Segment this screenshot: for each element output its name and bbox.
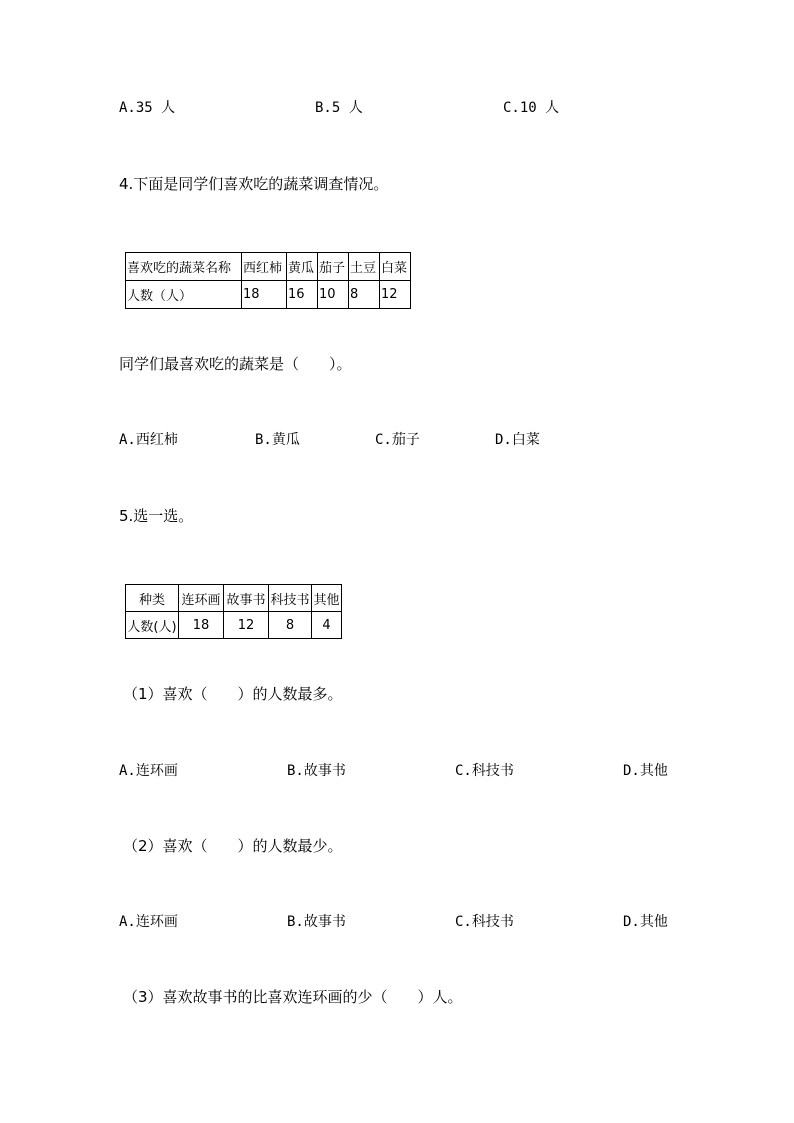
table-cell: 8 bbox=[349, 281, 380, 309]
q4-option-d[interactable]: D.白菜 bbox=[495, 432, 540, 448]
q5-sub1-option-c[interactable]: C.科技书 bbox=[455, 763, 514, 779]
q5-sub1-option-a[interactable]: A.连环画 bbox=[119, 763, 178, 779]
table-cell: 连环画 bbox=[179, 585, 224, 612]
q5-sub1-option-b[interactable]: B.故事书 bbox=[287, 763, 346, 779]
table-cell: 茄子 bbox=[318, 253, 349, 281]
table-cell: 故事书 bbox=[224, 585, 269, 612]
table-row bbox=[126, 253, 411, 281]
q3-option-a[interactable]: A.35 人 bbox=[119, 100, 176, 116]
q5-sub2-question: （2）喜欢（ ）的人数最少。 bbox=[123, 837, 343, 855]
table-cell: 10 bbox=[318, 281, 349, 309]
q3-option-c[interactable]: C.10 人 bbox=[503, 100, 560, 116]
q4-title: 4.下面是同学们喜欢吃的蔬菜调查情况。 bbox=[119, 175, 389, 193]
q5-sub3-question: （3）喜欢故事书的比喜欢连环画的少（ ）人。 bbox=[123, 988, 463, 1006]
table-row bbox=[126, 612, 342, 639]
table-cell: 西红柿 bbox=[242, 253, 287, 281]
table-cell: 12 bbox=[380, 281, 411, 309]
table-row bbox=[126, 281, 411, 309]
q5-sub1-question: （1）喜欢（ ）的人数最多。 bbox=[123, 685, 343, 703]
q5-title: 5.选一选。 bbox=[119, 507, 194, 525]
q5-sub2-option-c[interactable]: C.科技书 bbox=[455, 914, 514, 930]
table-row bbox=[126, 585, 342, 612]
table-cell: 12 bbox=[224, 612, 269, 639]
table-cell: 16 bbox=[287, 281, 318, 309]
table-cell: 18 bbox=[242, 281, 287, 309]
q3-option-b[interactable]: B.5 人 bbox=[315, 100, 363, 116]
table-cell: 白菜 bbox=[380, 253, 411, 281]
table-cell: 种类 bbox=[126, 585, 179, 612]
q5-sub2-option-a[interactable]: A.连环画 bbox=[119, 914, 178, 930]
table-cell: 人数(人) bbox=[126, 612, 179, 639]
table-cell: 喜欢吃的蔬菜名称 bbox=[126, 253, 242, 281]
table-cell: 人数（人） bbox=[126, 281, 242, 309]
table-cell: 8 bbox=[269, 612, 312, 639]
q5-sub2-option-d[interactable]: D.其他 bbox=[623, 914, 668, 930]
q4-option-b[interactable]: B.黄瓜 bbox=[255, 432, 300, 448]
q4-option-a[interactable]: A.西红柿 bbox=[119, 432, 178, 448]
table-cell: 4 bbox=[312, 612, 342, 639]
table-cell: 黄瓜 bbox=[287, 253, 318, 281]
q5-sub1-option-d[interactable]: D.其他 bbox=[623, 763, 668, 779]
table-cell: 其他 bbox=[312, 585, 342, 612]
table-cell: 18 bbox=[179, 612, 224, 639]
q4-vegetable-table bbox=[125, 252, 411, 309]
q5-book-table bbox=[125, 584, 342, 639]
q5-sub2-option-b[interactable]: B.故事书 bbox=[287, 914, 346, 930]
q4-question: 同学们最喜欢吃的蔬菜是（ ）。 bbox=[119, 355, 352, 373]
table-cell: 科技书 bbox=[269, 585, 312, 612]
q4-option-c[interactable]: C.茄子 bbox=[375, 432, 420, 448]
table-cell: 土豆 bbox=[349, 253, 380, 281]
